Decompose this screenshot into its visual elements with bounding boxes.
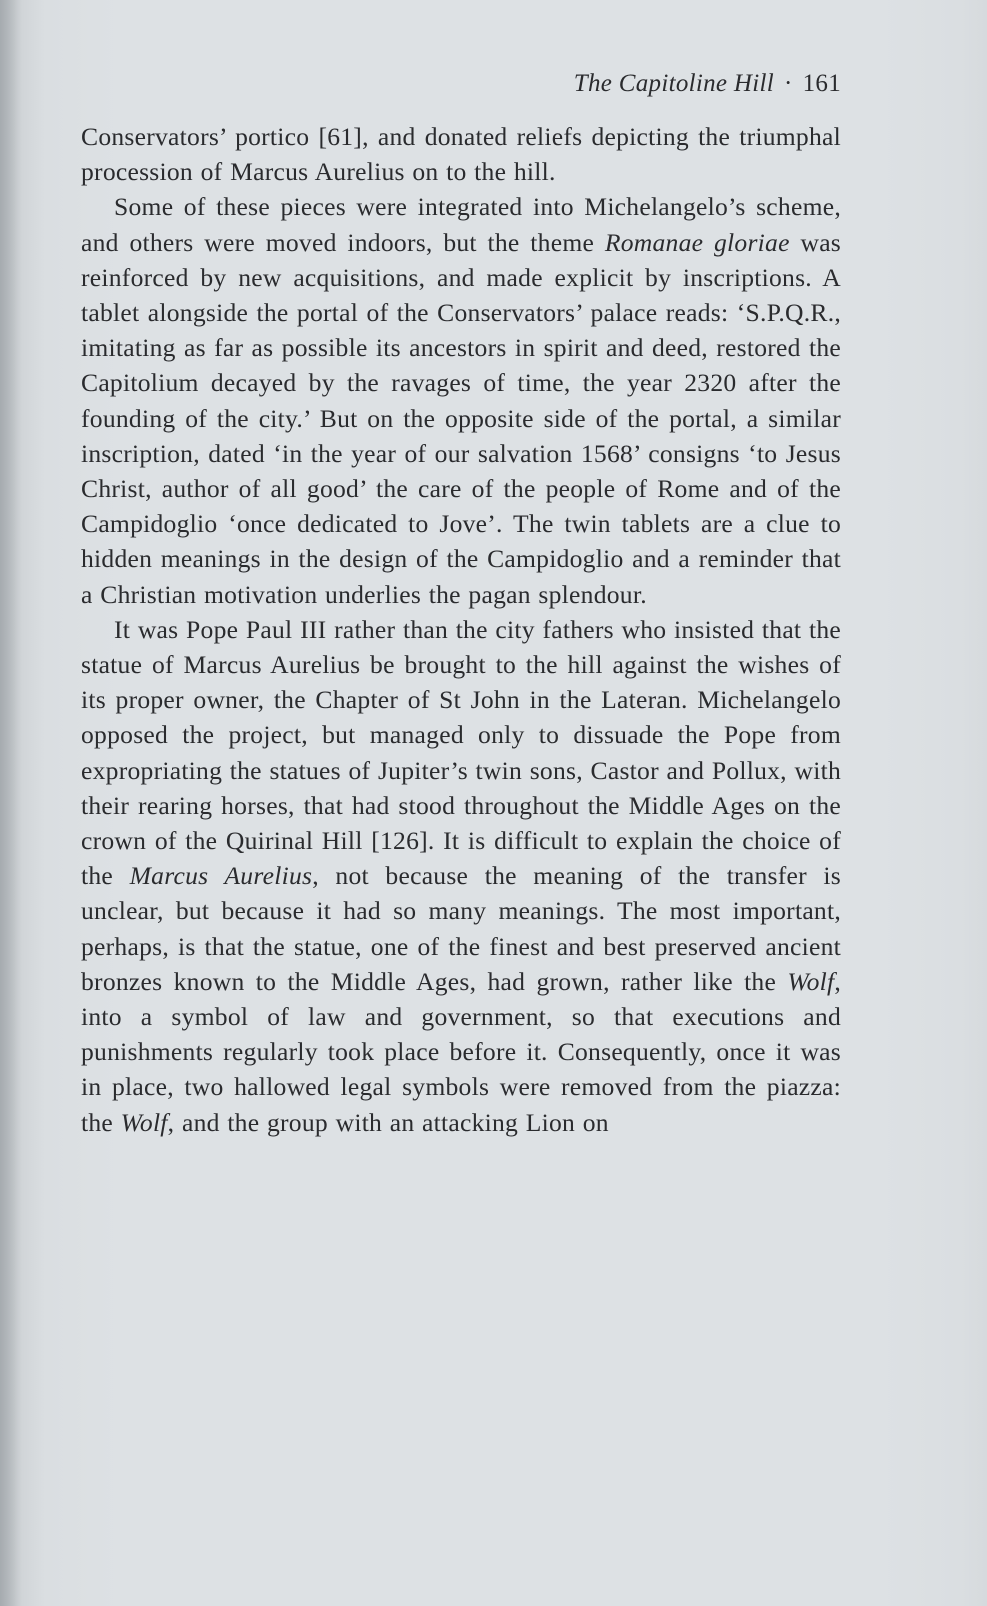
paragraph-3-text-b: , not because the meaning of the transfer is unclear, but because it had so many meanings. The most important, perhaps, is that the statue, one of the finest and best preserved ancient bronzes known to the Middle Ages, had grown, rather like the [81,861,841,996]
running-head-title: The Capitoline Hill [573,70,774,97]
running-head-separator: · [783,70,793,97]
paragraph-3-text-d: , and the group with an attacking Lion on [167,1107,609,1137]
paragraph-3-text-c: , into a symbol of law and government, so that executions and punishments regularly took place before it. Consequently, once it was in place, two hallowed legal symbols were removed from the piazza: the [81,966,841,1137]
paragraph-2-italic-romanae-gloriae: Romanae gloriae [604,227,790,257]
paragraph-3-italic-wolf-2: Wolf [120,1107,168,1137]
paragraph-2-text-b: was reinforced by new acquisitions, and made explicit by inscriptions. A tablet alongside the portal of the Conservators’ palace reads: ‘S.P.Q.R., imitating as far as possible its ancestors in spirit and deed, restored the Capitolium decayed by the ravages of time, the year 2320 after the founding of the city.’ But on the opposite side of the portal, a similar inscription, dated ‘in the year of our salvation 1568’ consigns ‘to Jesus Christ, author of all good’ the care of the people of Rome and of the Campidoglio ‘once dedicated to Jove’. The twin tablets are a clue to hidden meanings in the design of the Campidoglio and a reminder that a Christian motivation underlies the pagan splendour. [81,227,842,609]
paragraph-2-text-a: Some of these pieces were integrated into Michelangelo’s scheme, and others were moved indoors, but the theme [81,192,841,257]
paragraph-1-text: Conservators’ portico [61], and donated reliefs depicting the triumphal procession of Marcus Aurelius on to the hill. [81,122,841,187]
paragraph-3-text-a: It was Pope Paul III rather than the city fathers who insisted that the statue of Marcus Aurelius be brought to the hill against the wishes of its proper owner, the Chapter of St John in the Lateran. Michelangelo opposed the project, but managed only to dissuade the Pope from expropriating the statues of Jupiter’s twin sons, Castor and Pollux, with their rearing horses, that had stood throughout the Middle Ages on the crown of the Quirinal Hill [126]. It is difficult to explain the choice of the [81,614,841,891]
paragraph-3-italic-marcus-aurelius: Marcus Aurelius [129,861,313,891]
paragraph-1 [81,119,841,189]
paragraph-2 [81,189,841,611]
gutter-shadow [0,0,22,1606]
paragraph-3-italic-wolf-1: Wolf [787,966,835,996]
running-head [574,70,841,98]
page-number: 161 [802,70,841,97]
paragraph-3 [81,612,841,1140]
body-text [81,119,841,1140]
